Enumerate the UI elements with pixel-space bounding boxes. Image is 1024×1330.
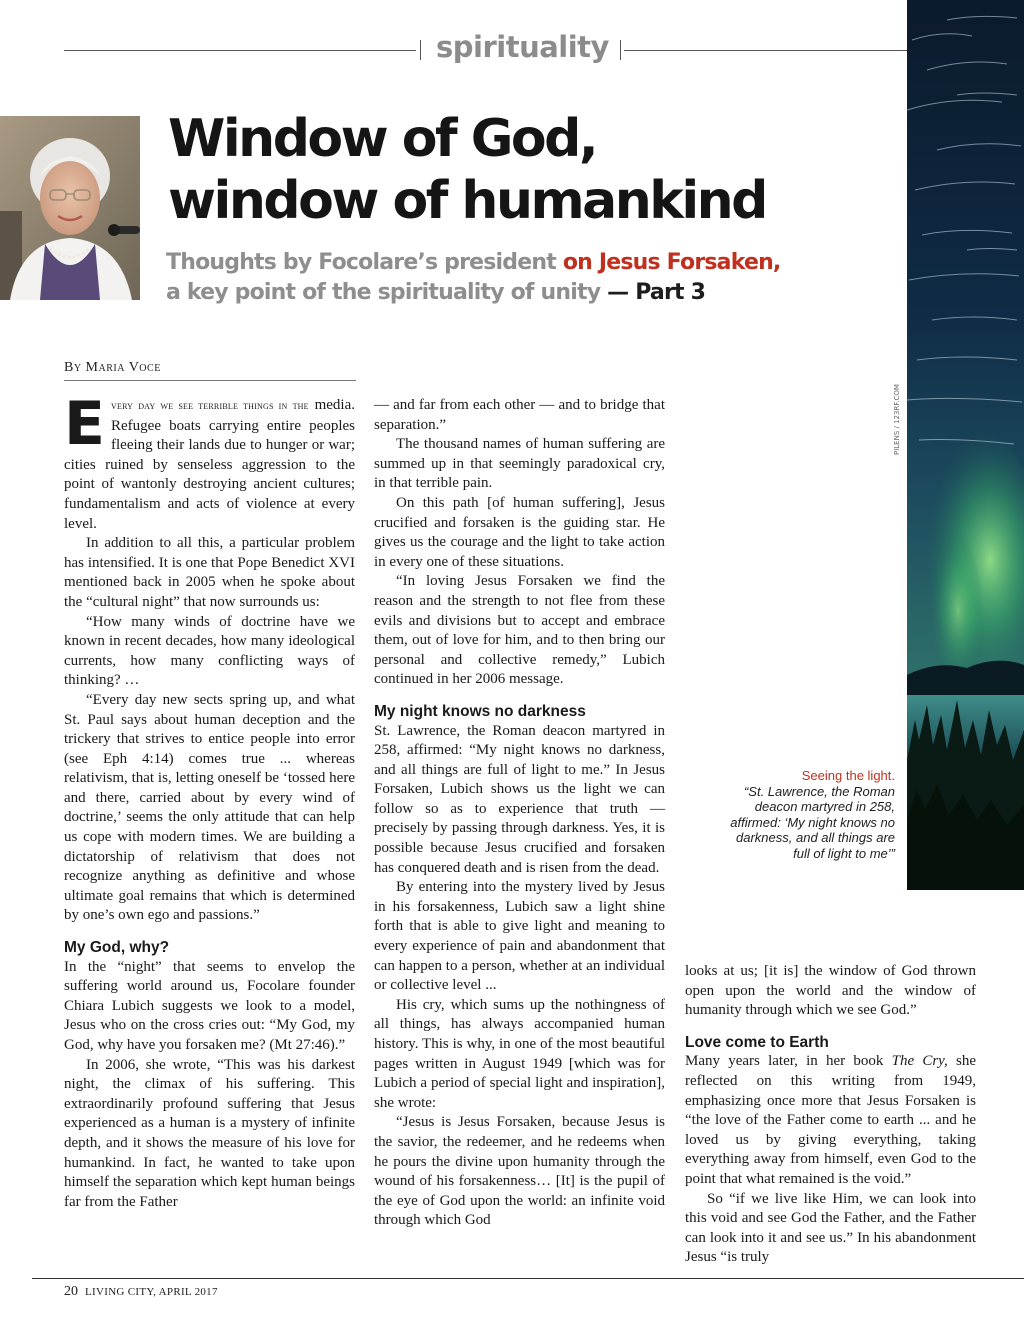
page-folio [64,1284,218,1300]
subhead-my-god-why: My God, why? [64,939,170,957]
paragraph: The thousand names of human suffering are summed up in that seemingly paradoxical cry, in that terrible pain. [374,436,665,492]
paragraph: St. Lawrence, the Roman deacon martyred in 258, affirmed: “My night knows no darkness, and all things are full of light to me.” In Jesus Forsaken, Lubich shows us the light we can follow so as to experience that truth — precisely by passing through darkness. Yes, it is possible because Jesus crucified and forsaken has conquered death and is risen from the dead. [374,722,665,876]
footer-rule [32,1278,1024,1279]
article-subtitle [166,248,886,308]
paragraph: “How many winds of doctrine have we known in recent decades, how many ideological currents, how many conflicting ways of thinking? … [64,613,355,689]
subtitle-gray-1: Thoughts by Focolare’s president [166,250,563,275]
paragraph: “Every day new sects spring up, and what St. Paul says about human deception and the trickery that strives to entice people into error (see Eph 4:14) comes true ... whereas relativism, that is, letting oneself be ‘tossed here and there, carried about by every wind of doctrine,’ seems the only attitude that can help us cope with modern times. We are building a dictatorship of relativism that does not recognize anything as definitive and whose ultimate goal remains that which is determined by one’s own ego and passions.” [64,691,355,924]
book-title: The Cry, [891,1053,948,1070]
paragraph: “In loving Jesus Forsaken we find the reason and the strength to not flee from these evils and divisions but to accept and embrace them, out of love for him, and to then bring our personal and collective remedy,” Lubich continued in her 2006 message. [374,573,665,688]
publication-name: LIVING CITY, APRIL 2017 [85,1286,218,1298]
paragraph: — and far from each other — and to bridge that separation.” [374,397,665,433]
byline-rule [64,380,356,381]
night-sky-photo [907,0,1024,890]
drop-cap: E [64,389,105,459]
subtitle-red: on Jesus Forsaken, [562,250,781,275]
author-portrait [0,116,140,300]
portrait-illustration [0,116,140,300]
section-rule-tick-left [420,40,421,60]
page-number: 20 [64,1284,78,1299]
section-label: spirituality [436,30,609,64]
byline: By Maria Voce [64,360,161,375]
paragraph: On this path [of human suffering], Jesus crucified and forsaken is the guiding star. He gives us the courage and the light to take action in every one of these situations. [374,494,665,570]
caption-body: “St. Lawrence, the Roman deacon martyred in 258, affirmed: ‘My night knows no darkness, and all things are full of light to me’” [730,783,895,861]
caption-title: Seeing the light. [801,768,895,783]
subhead-love-come-to-earth: Love come to Earth [685,1033,829,1051]
section-rule-tick-right [620,40,621,60]
paragraph: looks at us; [it is] the window of God thrown open upon the world and the window of humanity through which we see God.” [685,963,976,1019]
paragraph: In addition to all this, a particular problem has intensified. It is one that Pope Benedict XVI mentioned back in 2005 when he spoke about the “cultural night” that now surrounds us: [64,535,355,610]
section-rule-right [624,50,907,51]
article-headline [168,108,888,232]
headline-line-2: window of humankind [168,171,766,231]
article-column-1 [64,389,355,1212]
subtitle-part-label: — Part 3 [600,280,706,305]
photo-caption [730,768,895,862]
lead-in: very day we see terrible things in the [111,400,309,412]
paragraph: “Jesus is Jesus Forsaken, because Jesus is the savior, the redeemer, and he redeems when he pours the divine upon humanity through the wound of his forsakenness… [It] is the pupil of the eye of God upon the world: an infinite void through which God [374,1114,665,1229]
article-column-3 [685,962,976,1268]
subhead-my-night: My night knows no darkness [374,702,586,720]
paragraph: In the “night” that seems to envelop the suffering world around us, Focolare founder Chiara Lubich suggests we look to a model, Jesus who on the cross cries out: “My God, my God, why have you forsaken me? (Mt 27:46).” [64,958,355,1053]
subtitle-gray-2: a key point of the spirituality of unity [166,280,601,305]
paragraph: His cry, which sums up the nothingness of all things, has always accompanied human history. This is why, in one of the most beautiful pages written in August 1949 [which was for Lubich a period of special light and inspiration], she wrote: [374,996,665,1111]
headline-line-1: Window of God, [168,109,597,169]
section-rule-left [64,50,416,51]
photo-credit: PILENS / 123RF.COM [893,384,901,455]
paragraph: By entering into the mystery lived by Jesus in his forsakenness, Lubich saw a light shine forth that is able to give light and meaning to every experience of pain and abandonment that can happen to a person, whether at an individual or collective level ... [374,879,665,994]
star-trail-aurora-image [907,0,1024,890]
paragraph: Many years later, in her book The Cry, she reflected on this writing from 1949, emphasizing once more that Jesus Forsaken is “the love of the Father come to earth ... and he loved us by giving everything, taking everything away from himself, even God to the point that what remained is the void.” [685,1053,976,1187]
paragraph: So “if we live like Him, we can look into this void and see God the Father, and the Father can look into it and see us.” In his abandonment Jesus “is truly [685,1190,976,1266]
paragraph: Every day we see terrible things in the media. Refugee boats carrying entire peoples fleeing their lands due to hunger or war; cities ruined by senseless aggression to the point of wantonly destroying ancient cultures; fundamentalism and acts of violence at every level. [64,389,355,532]
article-column-2 [374,396,665,1231]
paragraph: In 2006, she wrote, “This was his darkest night, the climax of his suffering. This extraordinarily profound suffering that Jesus experienced as a human is a mystery of infinite depth, and it shows the measure of his love for humankind. In fact, he wanted to take upon himself the separation which kept human beings far from the Father [64,1056,355,1210]
